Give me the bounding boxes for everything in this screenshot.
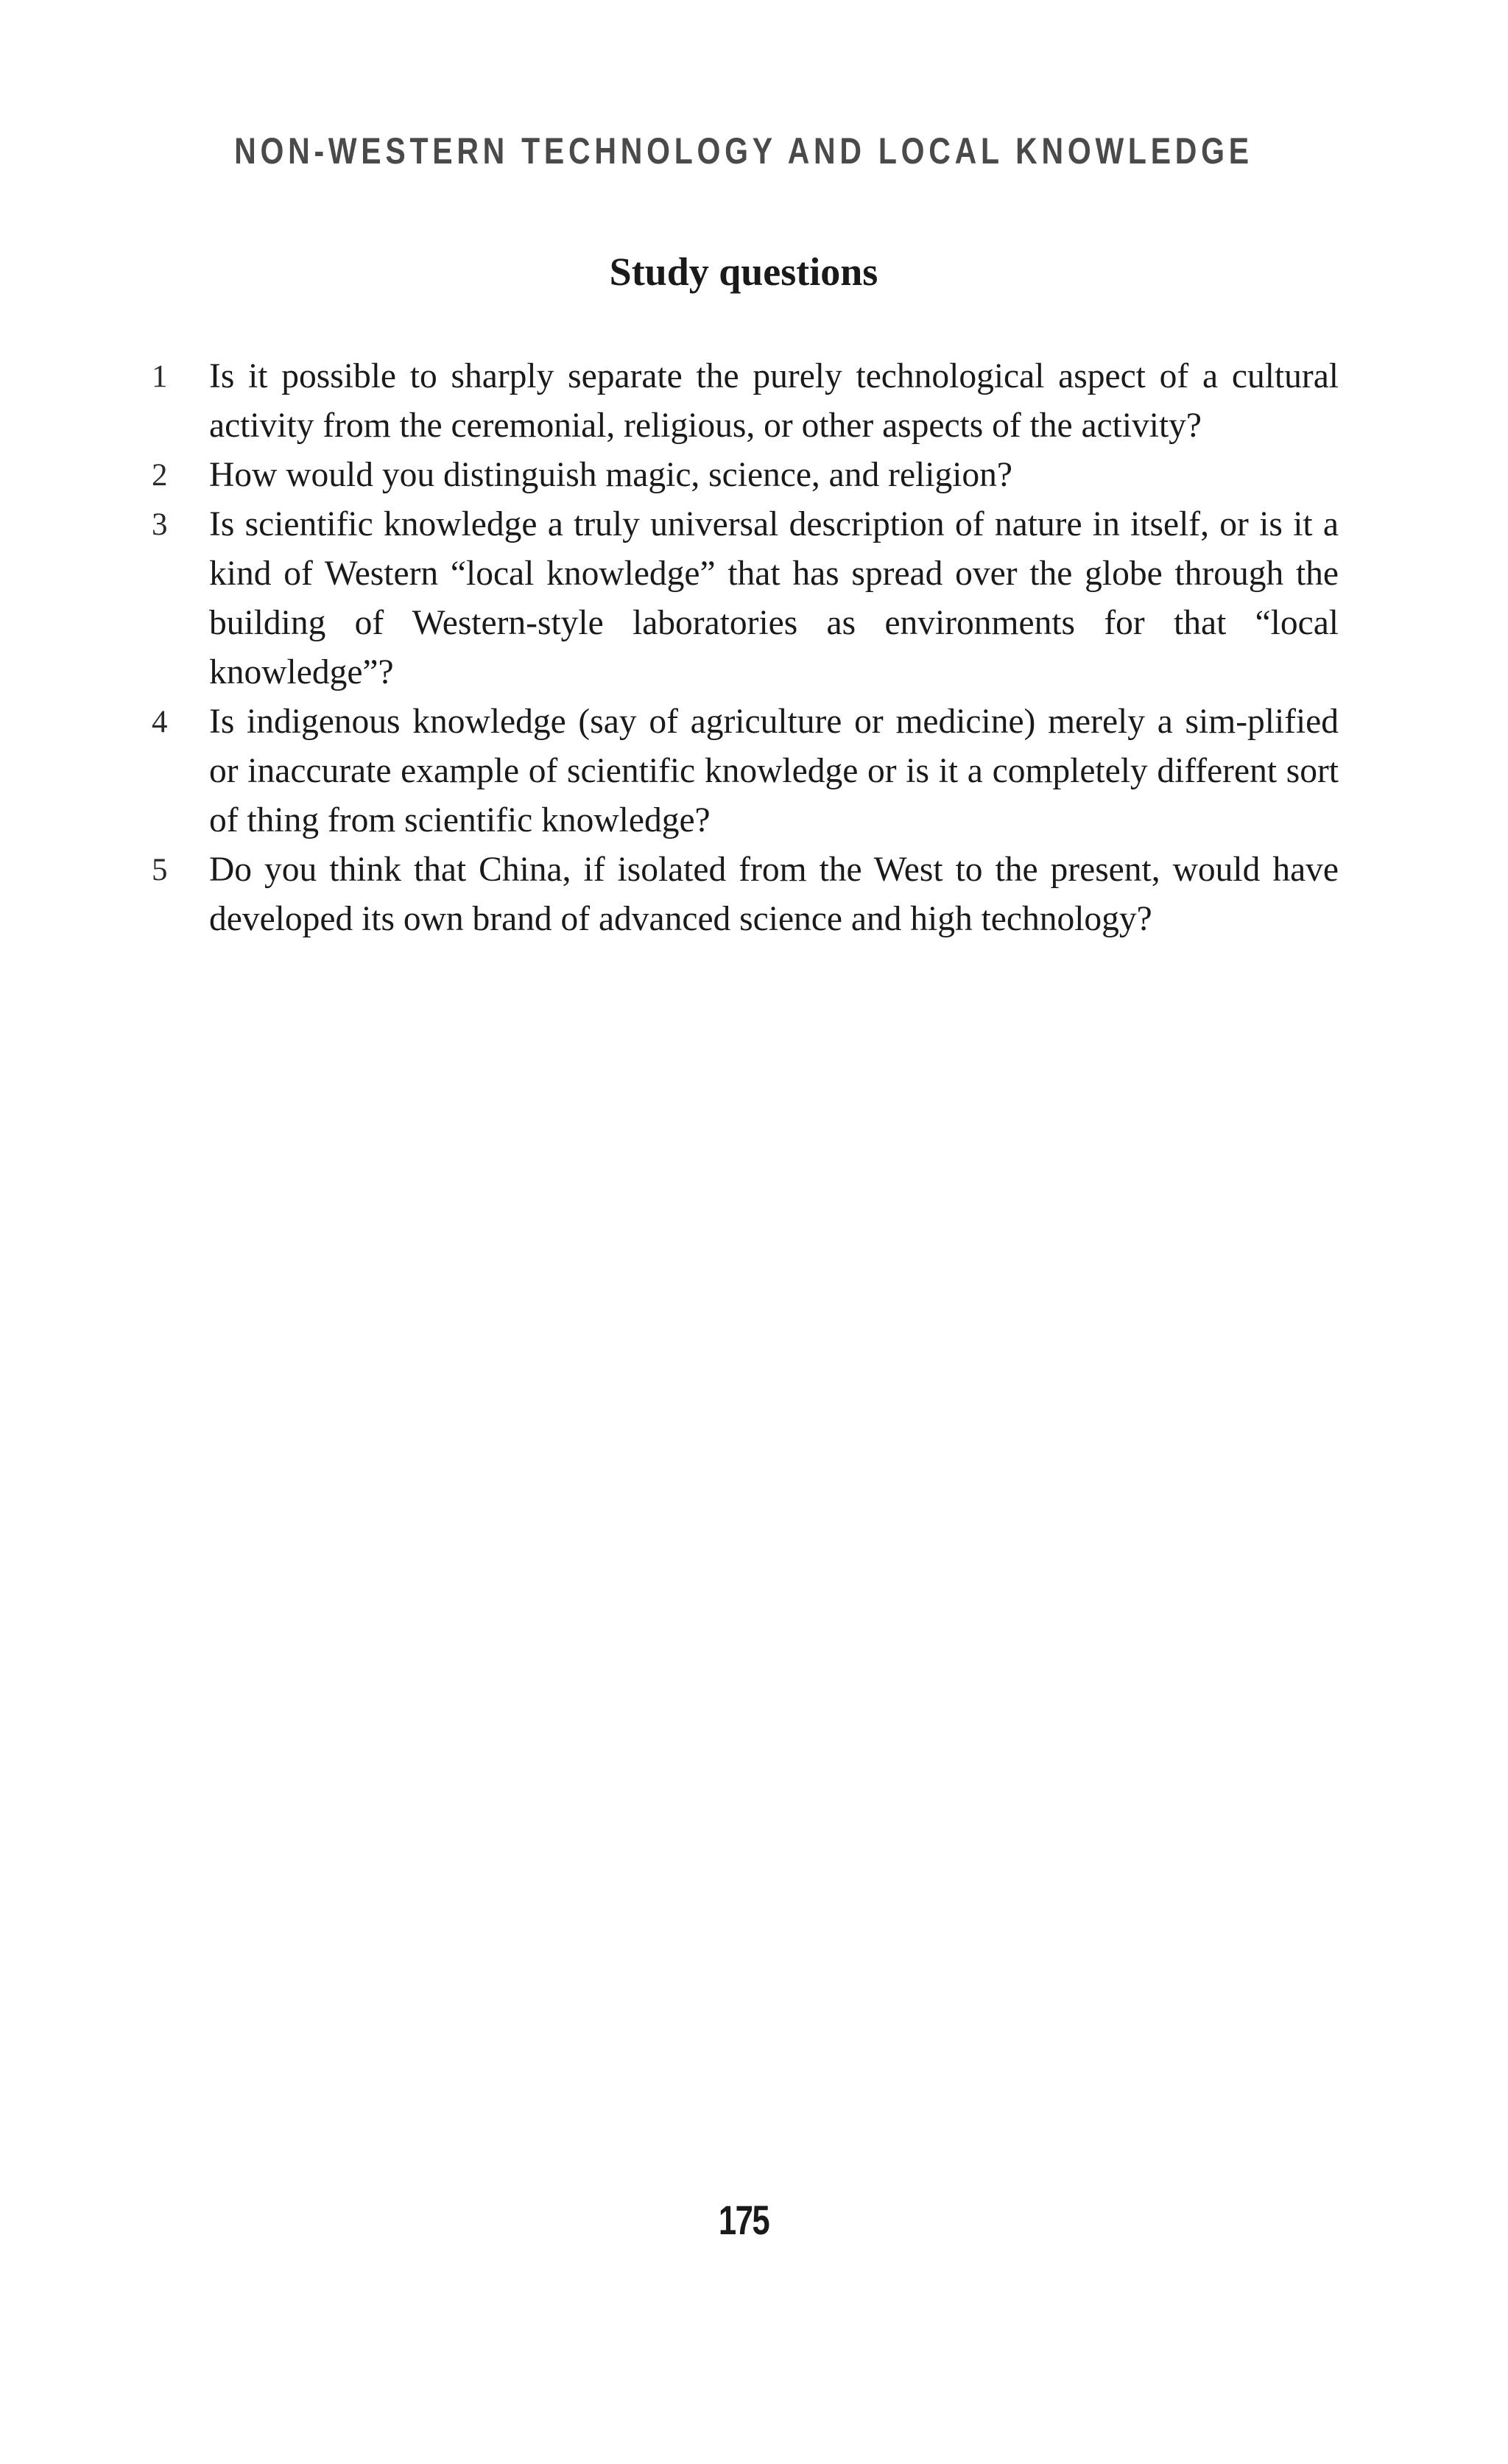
list-item — [146, 500, 1339, 697]
question-number: 5 — [152, 853, 168, 887]
section-title: Study questions — [609, 250, 878, 294]
question-text: Is it possible to sharply separate the purely technological aspect of a cultural activity from the ceremonial, religious, or other aspects of the activity? — [209, 357, 1339, 445]
list-item — [146, 845, 1339, 944]
list-item — [146, 697, 1339, 845]
page-number: 175 — [718, 2197, 769, 2243]
question-number: 3 — [152, 507, 168, 542]
question-text: Is indigenous knowledge (say of agriculture or medicine) merely a sim-plified or inaccurate example of scientific knowledge or is it a completely different sort of thing from scientific knowledge? — [209, 703, 1339, 839]
list-item — [146, 451, 1339, 500]
question-number: 1 — [152, 359, 168, 394]
study-questions-list — [146, 352, 1339, 944]
question-text: Is scientific knowledge a truly universal description of nature in itself, or is it a kind of Western “local knowledge” that has spread over the globe through the building of Western-style laboratories as environments for that “local knowledge”? — [209, 505, 1339, 691]
question-text: Do you think that China, if isolated from the West to the present, would have developed its own brand of advanced science and high technology? — [209, 851, 1339, 938]
list-item — [146, 352, 1339, 451]
question-text: How would you distinguish magic, science, and religion? — [209, 456, 1012, 494]
question-number: 2 — [152, 458, 168, 493]
running-head: NON-WESTERN TECHNOLOGY AND LOCAL KNOWLEDGE — [234, 130, 1253, 172]
question-number: 4 — [152, 705, 168, 739]
